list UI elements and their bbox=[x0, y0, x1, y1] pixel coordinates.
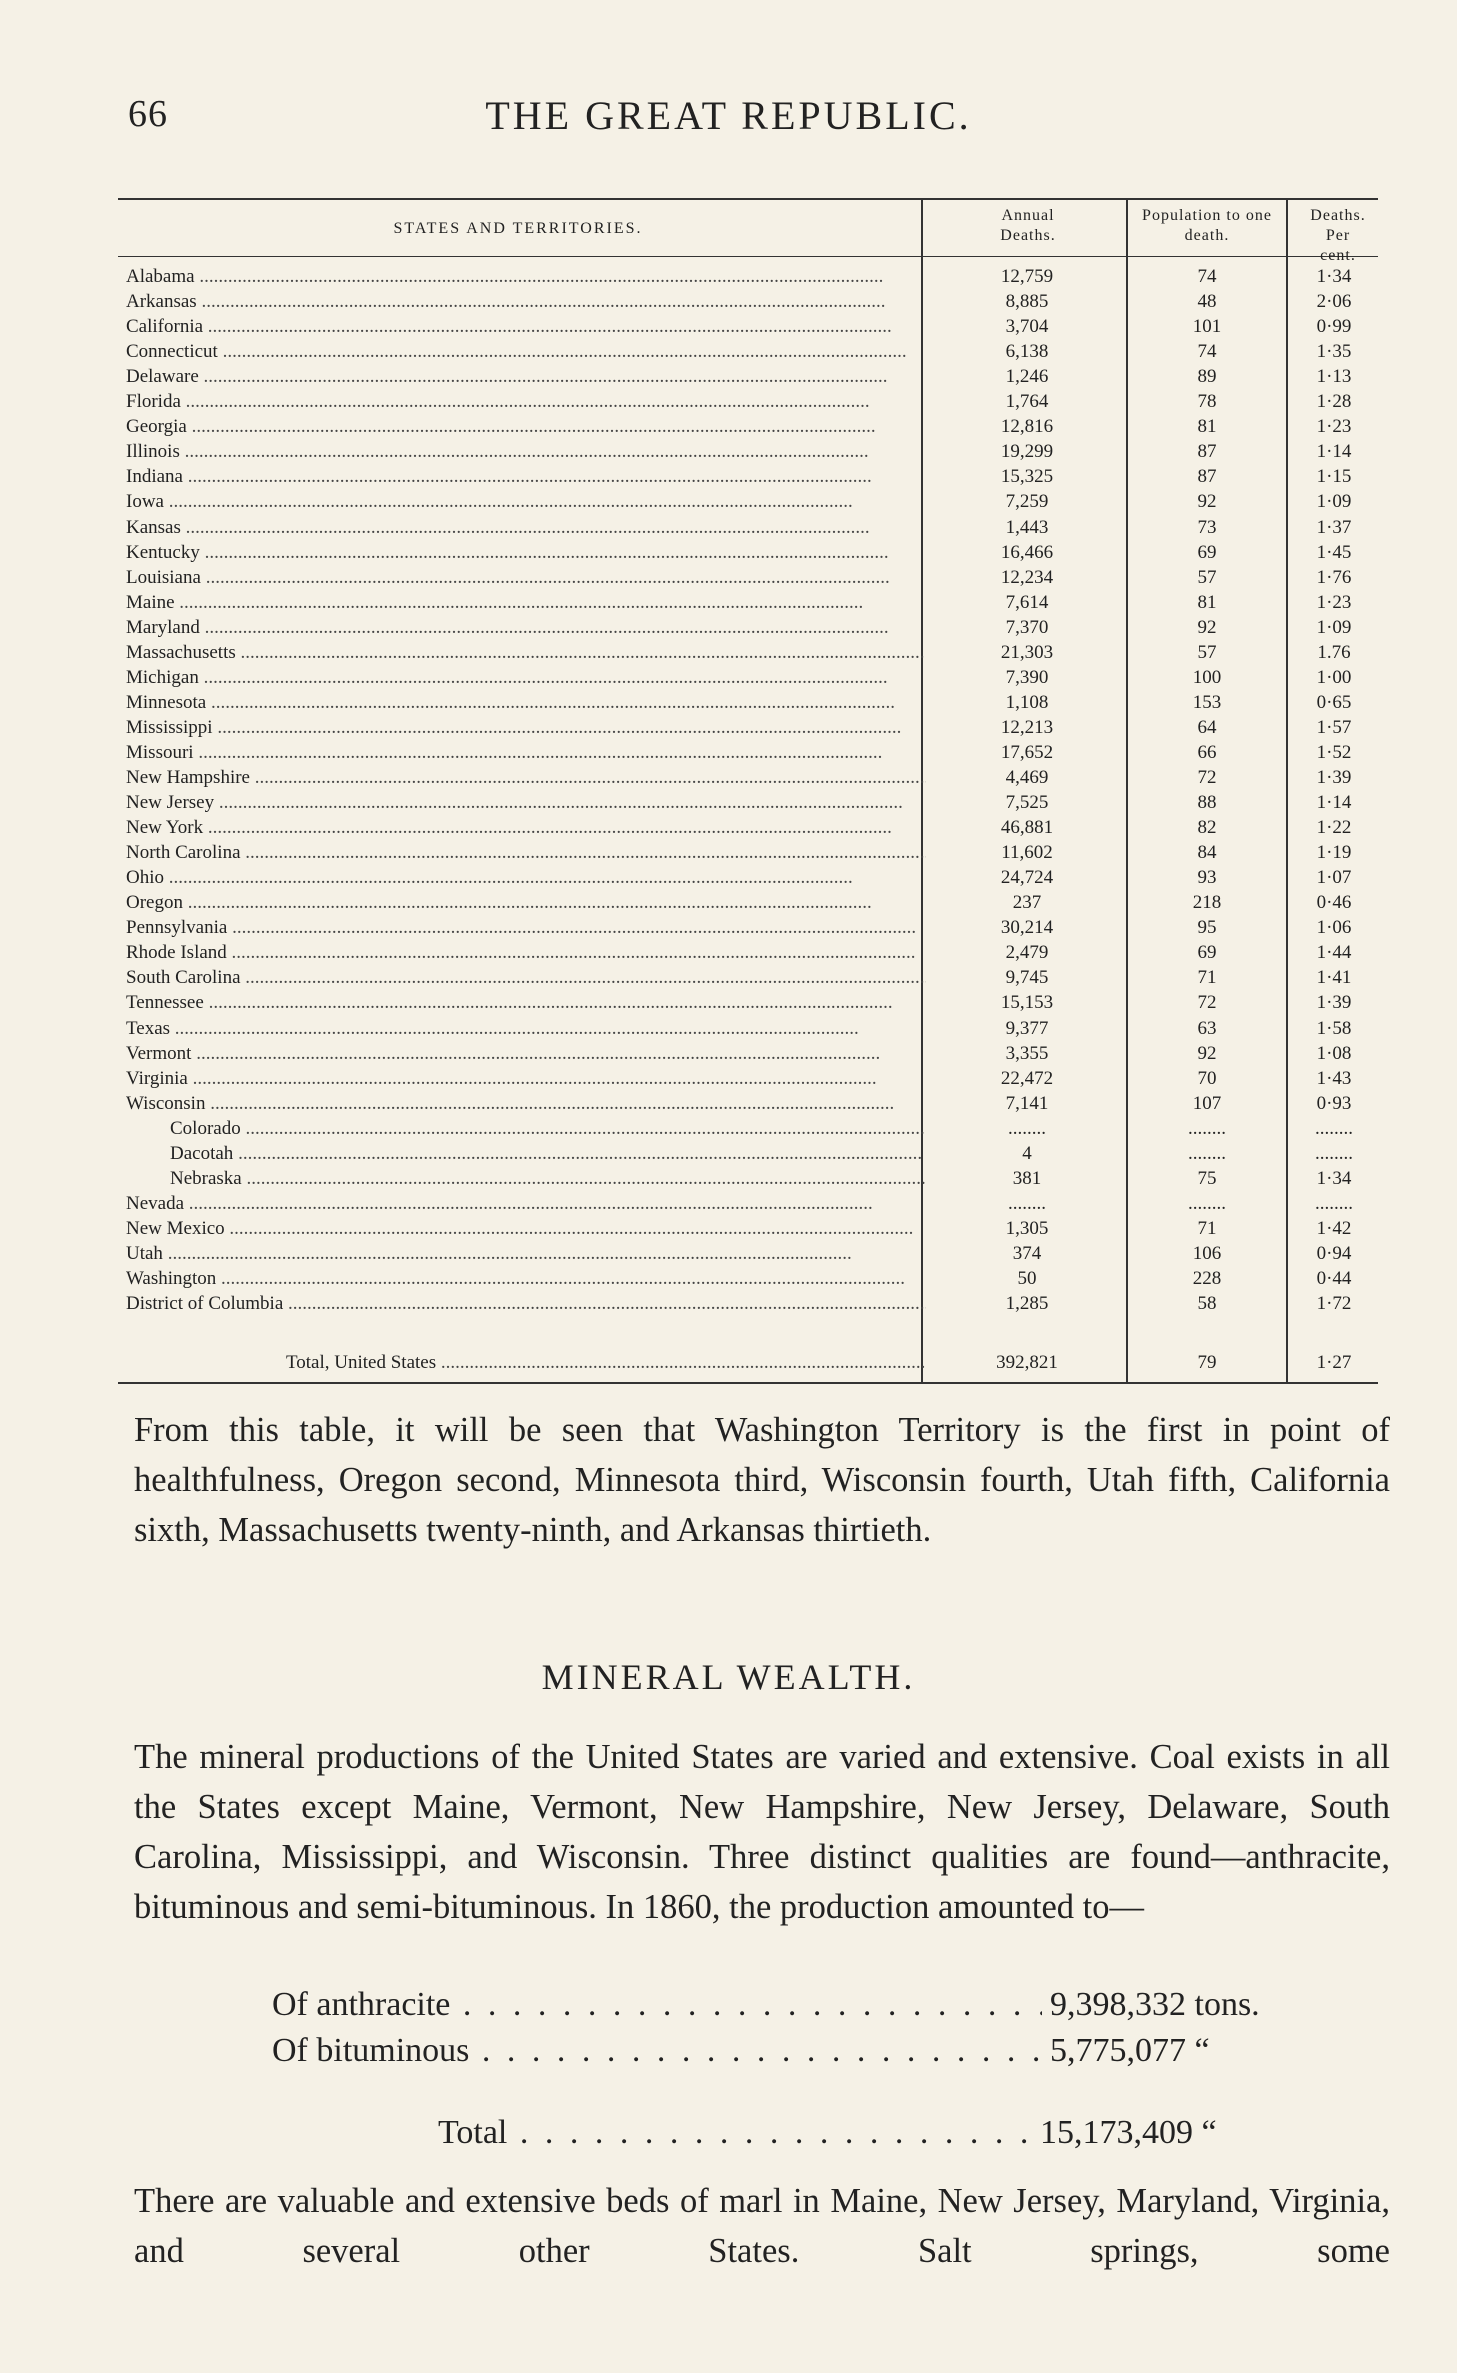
population-per-death: 89 bbox=[1197, 366, 1217, 388]
state-name: Washington ..... bbox=[126, 1266, 926, 1291]
state-name: Kansas ..... bbox=[126, 515, 926, 540]
population-per-death: 101 bbox=[1192, 316, 1222, 338]
state-name: Louisiana ..... bbox=[126, 565, 926, 590]
annual-deaths: 1,246 bbox=[1005, 366, 1049, 388]
state-name: Georgia ..... bbox=[126, 414, 926, 439]
paragraph-text: The mineral productions of the United States are varied and extensive. Coal exists in all the States except Maine, Vermont, New Hampshire, New Jersey, Delaware, South Carolina, Mississippi, and Wisconsin. Three distinct qualities are found—anthracite, bituminous and semi-bituminous. In 1860, the production amounted to— bbox=[134, 1738, 1390, 1926]
annual-deaths: 16,466 bbox=[1000, 541, 1054, 563]
table-row bbox=[118, 690, 1378, 715]
production-label: Of anthracite . . . bbox=[272, 1982, 1042, 2028]
table-row bbox=[118, 840, 1378, 865]
population-per-death: 88 bbox=[1197, 792, 1217, 814]
table-row bbox=[118, 314, 1378, 339]
table-row bbox=[118, 264, 1378, 289]
annual-deaths: 4,469 bbox=[1005, 767, 1049, 788]
annual-deaths: 22,472 bbox=[1000, 1067, 1054, 1089]
state-name: North Carolina ..... bbox=[126, 840, 926, 865]
table-row bbox=[118, 489, 1378, 514]
state-name: Oregon ..... bbox=[126, 890, 926, 915]
paragraph-marl bbox=[134, 2176, 1390, 2276]
state-name: New Hampshire ..... bbox=[126, 765, 926, 790]
death-percent: 1·15 bbox=[1316, 466, 1352, 488]
state-name: Mississippi ..... bbox=[126, 715, 926, 740]
death-percent: 1·23 bbox=[1316, 416, 1352, 438]
population-per-death: 93 bbox=[1197, 867, 1217, 889]
annual-deaths: 7,525 bbox=[1005, 792, 1049, 814]
table-row bbox=[118, 1266, 1378, 1291]
population-per-death: 95 bbox=[1197, 917, 1217, 939]
table-row bbox=[118, 1091, 1378, 1116]
death-percent: 1·52 bbox=[1316, 741, 1352, 763]
death-percent: 1·09 bbox=[1316, 616, 1352, 638]
state-name: Delaware ..... bbox=[126, 364, 926, 389]
table-row bbox=[118, 289, 1378, 314]
annual-deaths: 24,724 bbox=[1000, 867, 1054, 889]
table-row bbox=[118, 1166, 1378, 1191]
annual-deaths: ........ bbox=[1008, 1192, 1046, 1214]
death-percent: 1·39 bbox=[1316, 767, 1352, 788]
state-name: Nevada ..... bbox=[126, 1191, 926, 1216]
population-per-death: 66 bbox=[1197, 741, 1217, 763]
table-row bbox=[118, 364, 1378, 389]
death-percent: 1·58 bbox=[1316, 1017, 1352, 1039]
annual-deaths: 8,885 bbox=[1005, 291, 1049, 313]
state-name: Missouri ..... bbox=[126, 740, 926, 765]
annual-deaths: 15,153 bbox=[1000, 992, 1054, 1014]
state-name: Maryland ..... bbox=[126, 615, 926, 640]
production-row bbox=[0, 2028, 1457, 2074]
death-percent: 0·65 bbox=[1316, 691, 1352, 713]
population-per-death: 72 bbox=[1197, 992, 1217, 1014]
death-percent: 0·44 bbox=[1316, 1268, 1352, 1289]
annual-deaths: 17,652 bbox=[1000, 741, 1054, 763]
death-percent: 1·41 bbox=[1316, 967, 1352, 989]
table-row bbox=[118, 1291, 1378, 1316]
table-row bbox=[118, 540, 1378, 565]
annual-deaths: 12,759 bbox=[1000, 266, 1054, 287]
population-per-death: ........ bbox=[1188, 1192, 1226, 1214]
death-percent: 1·42 bbox=[1316, 1217, 1352, 1239]
death-percent: 1·76 bbox=[1316, 566, 1352, 588]
annual-deaths: 1,764 bbox=[1005, 391, 1049, 413]
annual-deaths: 7,614 bbox=[1005, 591, 1049, 613]
population-per-death: 57 bbox=[1197, 566, 1217, 588]
table-row bbox=[118, 965, 1378, 990]
header-rule bbox=[118, 256, 1378, 257]
annual-deaths: 12,234 bbox=[1000, 566, 1054, 588]
production-amount: 9,398,332 tons. bbox=[1050, 1986, 1260, 2023]
death-percent: 2·06 bbox=[1316, 291, 1352, 313]
population-per-death: 74 bbox=[1197, 266, 1217, 287]
production-amount: 5,775,077 “ bbox=[1050, 2032, 1210, 2069]
header-states: STATES AND TERRITORIES. bbox=[393, 220, 643, 237]
table-row bbox=[118, 790, 1378, 815]
annual-deaths: 19,299 bbox=[1000, 441, 1054, 463]
page-header bbox=[0, 92, 1457, 142]
table-row bbox=[118, 1066, 1378, 1091]
table-row bbox=[118, 1216, 1378, 1241]
header-percent: Deaths. Per cent. bbox=[1310, 207, 1366, 264]
table-row bbox=[118, 1116, 1378, 1141]
death-percent: ........ bbox=[1315, 1117, 1353, 1139]
death-percent: 1·19 bbox=[1316, 842, 1352, 864]
population-per-death: ........ bbox=[1188, 1117, 1226, 1139]
population-per-death: 78 bbox=[1197, 391, 1217, 413]
table-row bbox=[118, 765, 1378, 790]
production-label: Of bituminous . . . bbox=[272, 2028, 1042, 2074]
header-population: Population to one death. bbox=[1142, 207, 1272, 244]
state-name: New Mexico ..... bbox=[126, 1216, 926, 1241]
death-percent: 1·57 bbox=[1316, 716, 1352, 738]
table-row bbox=[118, 1191, 1378, 1216]
state-name: New York ..... bbox=[126, 815, 926, 840]
population-per-death: 81 bbox=[1197, 416, 1217, 438]
death-percent: 0·99 bbox=[1316, 316, 1352, 338]
state-name: Florida ..... bbox=[126, 389, 926, 414]
annual-deaths: 237 bbox=[1012, 892, 1042, 914]
state-name: District of Columbia ..... bbox=[126, 1291, 926, 1316]
annual-deaths: 1,285 bbox=[1005, 1293, 1049, 1315]
table-row bbox=[118, 339, 1378, 364]
state-name: Illinois ..... bbox=[126, 439, 926, 464]
table-row bbox=[118, 740, 1378, 765]
population-per-death: 70 bbox=[1197, 1067, 1217, 1089]
state-name: Rhode Island ..... bbox=[126, 940, 926, 965]
population-per-death: 107 bbox=[1192, 1092, 1222, 1114]
death-percent: 1·13 bbox=[1316, 366, 1352, 388]
table-row bbox=[118, 1141, 1378, 1166]
death-percent: 0·93 bbox=[1316, 1092, 1352, 1114]
state-name: Massachusetts ..... bbox=[126, 640, 926, 665]
annual-deaths: 30,214 bbox=[1000, 917, 1054, 939]
table-row bbox=[118, 865, 1378, 890]
table-row bbox=[118, 665, 1378, 690]
state-name: Pennsylvania ..... bbox=[126, 915, 926, 940]
population-per-death: 153 bbox=[1192, 691, 1222, 713]
state-name: Wisconsin ..... bbox=[126, 1091, 926, 1116]
state-name: Iowa ..... bbox=[126, 489, 926, 514]
total-label: Total, United States ..... bbox=[286, 1350, 926, 1375]
table-row bbox=[118, 715, 1378, 740]
annual-deaths: 1,108 bbox=[1005, 691, 1049, 713]
table-row bbox=[118, 915, 1378, 940]
population-per-death: 92 bbox=[1197, 1042, 1217, 1064]
table-row bbox=[118, 414, 1378, 439]
running-title: THE GREAT REPUBLIC. bbox=[485, 93, 972, 138]
annual-deaths: 4 bbox=[1022, 1142, 1032, 1164]
table-row bbox=[118, 990, 1378, 1015]
table-row bbox=[118, 815, 1378, 840]
annual-deaths: 3,355 bbox=[1005, 1042, 1049, 1064]
death-percent: 1·07 bbox=[1316, 867, 1352, 889]
population-per-death: 81 bbox=[1197, 591, 1217, 613]
death-percent: 1·37 bbox=[1316, 516, 1352, 538]
annual-deaths: 15,325 bbox=[1000, 466, 1054, 488]
table-row bbox=[118, 439, 1378, 464]
production-amount: 15,173,409 “ bbox=[1040, 2114, 1217, 2151]
table-row bbox=[118, 389, 1378, 414]
header-annual-deaths: Annual Deaths. bbox=[1000, 207, 1056, 244]
state-name: Virginia ..... bbox=[126, 1066, 926, 1091]
annual-deaths: 7,370 bbox=[1005, 616, 1049, 638]
state-name: Nebraska ..... bbox=[170, 1166, 926, 1191]
death-percent: 1·43 bbox=[1316, 1067, 1352, 1089]
death-percent: 1·72 bbox=[1316, 1293, 1352, 1315]
paragraph-healthfulness bbox=[134, 1405, 1390, 1555]
annual-deaths: 9,377 bbox=[1005, 1017, 1049, 1039]
state-name: New Jersey ..... bbox=[126, 790, 926, 815]
population-per-death: 92 bbox=[1197, 491, 1217, 513]
death-percent: 1·14 bbox=[1316, 792, 1352, 814]
state-name: Indiana ..... bbox=[126, 464, 926, 489]
death-percent: 1·00 bbox=[1316, 666, 1352, 688]
table-row bbox=[118, 1016, 1378, 1041]
population-per-death: 58 bbox=[1197, 1293, 1217, 1315]
death-percent: 1·28 bbox=[1316, 391, 1352, 413]
death-percent: 1·34 bbox=[1316, 266, 1352, 287]
death-percent: 1·44 bbox=[1316, 942, 1352, 964]
annual-deaths: 7,390 bbox=[1005, 666, 1049, 688]
death-percent: 1·39 bbox=[1316, 992, 1352, 1014]
paragraph-text: There are valuable and extensive beds of marl in Maine, New Jersey, Maryland, Virginia, and several other States. Salt springs, some bbox=[134, 2182, 1390, 2270]
state-name: Alabama ..... bbox=[126, 264, 926, 289]
table-row bbox=[118, 565, 1378, 590]
population-per-death: 48 bbox=[1197, 291, 1217, 313]
state-name: Arkansas ..... bbox=[126, 289, 926, 314]
state-name: Vermont ..... bbox=[126, 1041, 926, 1066]
population-per-death: 92 bbox=[1197, 616, 1217, 638]
table-row bbox=[118, 590, 1378, 615]
annual-deaths: 12,816 bbox=[1000, 416, 1054, 438]
table-row bbox=[118, 940, 1378, 965]
state-name: Maine ..... bbox=[126, 590, 926, 615]
total-row bbox=[118, 1350, 1378, 1375]
death-percent: 0·46 bbox=[1316, 892, 1352, 914]
table-row bbox=[118, 1241, 1378, 1266]
annual-deaths: 11,602 bbox=[1001, 842, 1053, 864]
state-name: Kentucky ..... bbox=[126, 540, 926, 565]
table-row bbox=[118, 615, 1378, 640]
state-name: Tennessee ..... bbox=[126, 990, 926, 1015]
mortality-table bbox=[118, 198, 1378, 1384]
population-per-death: 87 bbox=[1197, 441, 1217, 463]
annual-deaths: 6,138 bbox=[1005, 341, 1049, 363]
annual-deaths: ........ bbox=[1008, 1117, 1046, 1139]
death-percent: ........ bbox=[1315, 1192, 1353, 1214]
annual-deaths: 1,305 bbox=[1005, 1217, 1049, 1239]
population-per-death: 100 bbox=[1192, 666, 1222, 688]
state-name: Minnesota ..... bbox=[126, 690, 926, 715]
annual-deaths: 7,141 bbox=[1005, 1092, 1049, 1114]
death-percent: ........ bbox=[1315, 1142, 1353, 1164]
death-percent: 1·23 bbox=[1316, 591, 1352, 613]
death-percent: 0·94 bbox=[1316, 1242, 1352, 1264]
death-percent: 1.76 bbox=[1317, 641, 1351, 663]
table-row bbox=[118, 890, 1378, 915]
state-name: Colorado ..... bbox=[170, 1116, 926, 1141]
population-per-death: 63 bbox=[1197, 1017, 1217, 1039]
death-percent: 1·35 bbox=[1316, 341, 1352, 363]
annual-deaths: 21,303 bbox=[1000, 641, 1054, 663]
production-row bbox=[0, 1982, 1457, 2028]
population-per-death: 69 bbox=[1197, 942, 1217, 964]
state-name: South Carolina ..... bbox=[126, 965, 926, 990]
population-per-death: 71 bbox=[1197, 967, 1217, 989]
death-percent: 1·45 bbox=[1316, 541, 1352, 563]
total-annual-deaths: 392,821 bbox=[996, 1352, 1058, 1373]
annual-deaths: 50 bbox=[1017, 1268, 1037, 1289]
death-percent: 1·34 bbox=[1316, 1167, 1352, 1189]
annual-deaths: 12,213 bbox=[1000, 716, 1054, 738]
state-name: Ohio ..... bbox=[126, 865, 926, 890]
population-per-death: 74 bbox=[1197, 341, 1217, 363]
population-per-death: 228 bbox=[1192, 1268, 1222, 1289]
annual-deaths: 3,704 bbox=[1005, 316, 1049, 338]
total-population-per-death: 79 bbox=[1197, 1352, 1217, 1373]
population-per-death: 106 bbox=[1192, 1242, 1222, 1264]
death-percent: 1·08 bbox=[1316, 1042, 1352, 1064]
production-label: Total . . . bbox=[438, 2110, 1042, 2156]
annual-deaths: 374 bbox=[1012, 1242, 1042, 1264]
annual-deaths: 9,745 bbox=[1005, 967, 1049, 989]
death-percent: 1·14 bbox=[1316, 441, 1352, 463]
population-per-death: 84 bbox=[1197, 842, 1217, 864]
state-name: Connecticut ..... bbox=[126, 339, 926, 364]
table-row bbox=[118, 1041, 1378, 1066]
population-per-death: 218 bbox=[1192, 892, 1222, 914]
paragraph-text: From this table, it will be seen that Washington Territory is the first in point of healthfulness, Oregon second, Minnesota third, Wisconsin fourth, Utah fifth, California sixth, Massachusetts twenty-ninth, and Arkansas thirtieth. bbox=[134, 1411, 1390, 1549]
total-death-percent: 1·27 bbox=[1316, 1352, 1352, 1373]
state-name: California ..... bbox=[126, 314, 926, 339]
death-percent: 1·22 bbox=[1316, 817, 1352, 839]
population-per-death: 57 bbox=[1197, 641, 1217, 663]
death-percent: 1·06 bbox=[1316, 917, 1352, 939]
state-name: Texas ..... bbox=[126, 1016, 926, 1041]
population-per-death: 73 bbox=[1197, 516, 1217, 538]
population-per-death: 82 bbox=[1197, 817, 1217, 839]
population-per-death: 87 bbox=[1197, 466, 1217, 488]
population-per-death: 72 bbox=[1197, 767, 1217, 788]
population-per-death: 69 bbox=[1197, 541, 1217, 563]
annual-deaths: 381 bbox=[1012, 1167, 1042, 1189]
state-name: Michigan ..... bbox=[126, 665, 926, 690]
table-row bbox=[118, 640, 1378, 665]
population-per-death: ........ bbox=[1188, 1142, 1226, 1164]
table-row bbox=[118, 515, 1378, 540]
production-row bbox=[0, 2110, 1457, 2156]
annual-deaths: 1,443 bbox=[1005, 516, 1049, 538]
table-row bbox=[118, 464, 1378, 489]
death-percent: 1·09 bbox=[1316, 491, 1352, 513]
population-per-death: 71 bbox=[1197, 1217, 1217, 1239]
state-name: Dacotah ..... bbox=[170, 1141, 926, 1166]
annual-deaths: 46,881 bbox=[1000, 817, 1054, 839]
paragraph-minerals bbox=[134, 1732, 1390, 1932]
page-number: 66 bbox=[128, 93, 168, 135]
annual-deaths: 2,479 bbox=[1005, 942, 1049, 964]
population-per-death: 75 bbox=[1197, 1167, 1217, 1189]
section-heading: MINERAL WEALTH. bbox=[541, 1657, 916, 1697]
population-per-death: 64 bbox=[1197, 716, 1217, 738]
annual-deaths: 7,259 bbox=[1005, 491, 1049, 513]
state-name: Utah ..... bbox=[126, 1241, 926, 1266]
